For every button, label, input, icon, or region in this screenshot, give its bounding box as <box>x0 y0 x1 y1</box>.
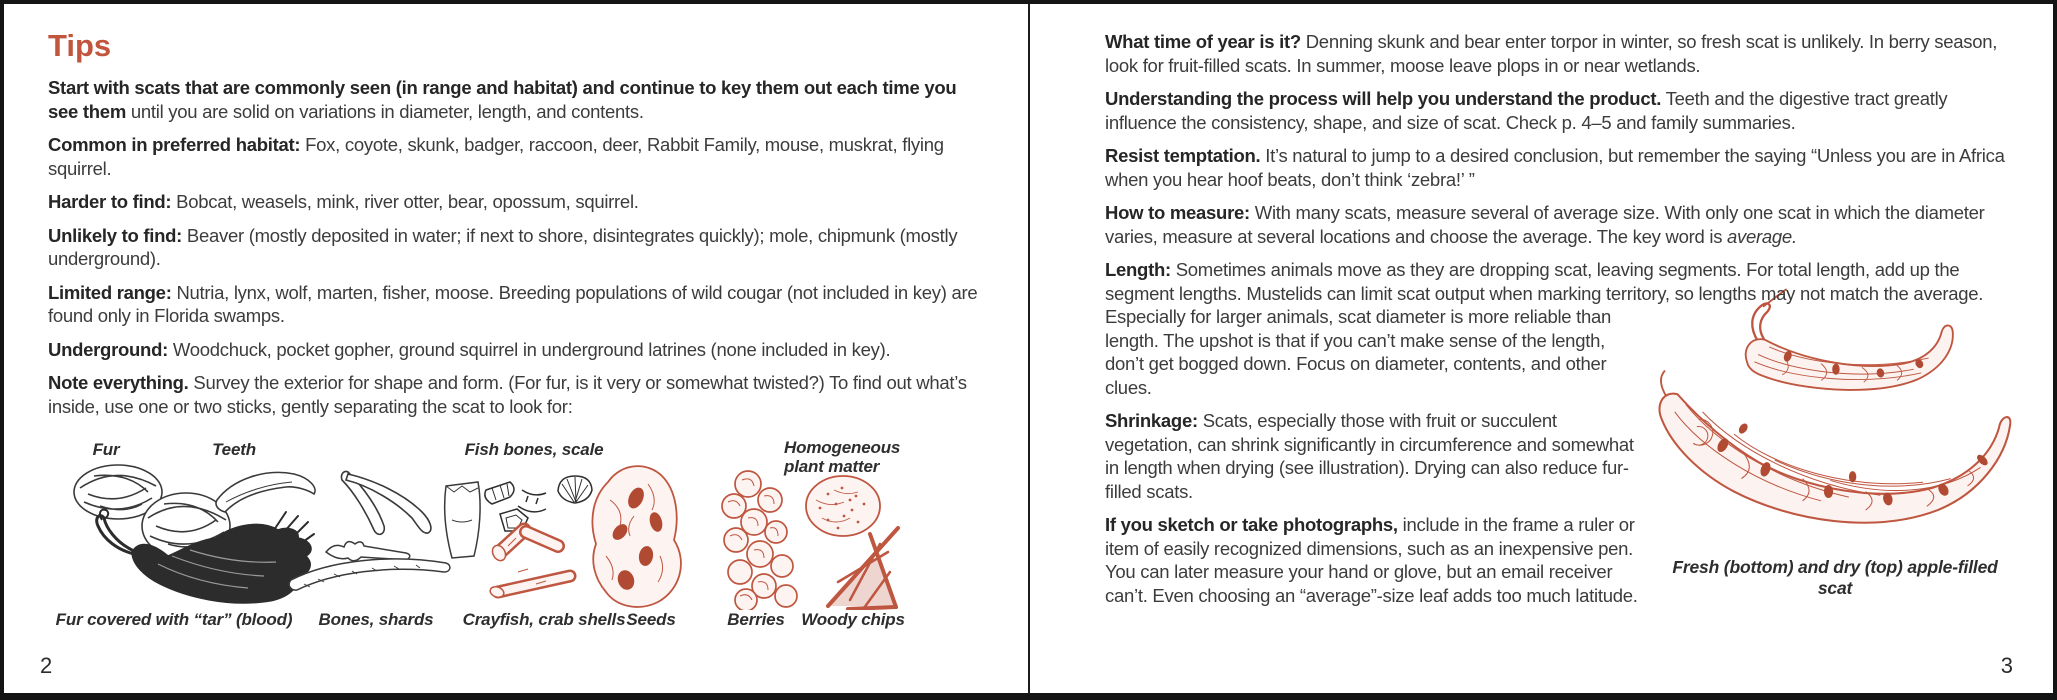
scat-contents-sketches <box>48 460 994 610</box>
label-fur: Fur <box>92 440 120 459</box>
paragraph-text: Beaver (mostly deposited in water; if next to shore, disintegrates quickly); mole, chipmunk (mostly underground). <box>48 224 958 269</box>
label-woody-chips: Woody chips <box>801 610 905 629</box>
paragraph-lead: How to measure: <box>1105 202 1250 223</box>
paragraph-text: Teeth and the digestive tract greatly influence the consistency, shape, and size of scat. Check p. 4–5 and family summaries. <box>1105 88 1948 133</box>
page-title: Tips <box>48 28 112 63</box>
paragraph-limited-range <box>48 281 986 328</box>
paragraph-text: Bobcat, weasels, mink, river otter, bear, opossum, squirrel. <box>171 191 639 212</box>
paragraph-lead: Resist temptation. <box>1105 145 1261 166</box>
fresh-scat-sketch <box>1659 371 2010 523</box>
paragraph-text: Denning skunk and bear enter torpor in winter, so fresh scat is unlikely. In berry season, look for fruit-filled scats. In summer, moose leave plops in or near wetlands. <box>1105 31 1998 76</box>
plant-matter-sketch <box>806 476 880 536</box>
paragraph-text: Survey the exterior for shape and form. (For fur, is it very or somewhat twisted?) To find out what’s inside, use one or two sticks, gently separating the scat to look for: <box>48 372 967 417</box>
paragraph-unlikely-to-find <box>48 224 986 271</box>
paragraph-lead: Note everything. <box>48 372 189 393</box>
paragraph-common-habitat <box>48 133 986 180</box>
paragraph-lead: Harder to find: <box>48 191 172 212</box>
paragraph-start-with-scats <box>48 76 986 123</box>
paragraph-text: the average. Especially for larger animals, scat diameter is more reliable than length. The upshot is that if you can’t make sense of the length, don’t get bogged down. Focus on diameter, contents, and other clues. <box>1105 282 1984 398</box>
paragraph-text: Scats, especially those with fruit or succulent vegetation, can shrink significantly in circumference and somewhat in length when drying (see illustration). Drying can also reduce fur-filled scats. <box>1105 410 1634 502</box>
paragraph-harder-to-find <box>48 190 986 214</box>
label-teeth: Teeth <box>212 440 256 459</box>
paragraph-text: With many scats, measure several of average size. With only one scat in which the diameter varies, measure at several locations and choose the average. The key word is <box>1105 202 1985 247</box>
label-crayfish-crab: Crayfish, crab shells <box>462 610 626 629</box>
crayfish-crab-shells-sketch <box>489 530 570 599</box>
page-left <box>4 4 1030 693</box>
label-seeds: Seeds <box>626 610 676 629</box>
paragraph-text: Sometimes animals move as they are dropping scat, leaving segments. For total length, add up the segment lengths. Mustelids can limit scat output when marking territory, so lengths may not match <box>1105 259 1960 304</box>
paragraph-resist-temptation <box>1105 144 2016 191</box>
paragraph-text: until you are solid on variations in diameter, length, and contents. <box>126 100 644 122</box>
paragraph-lead: Limited range: <box>48 281 172 303</box>
label-berries: Berries <box>727 610 785 629</box>
paragraph-text: include in the frame a ruler or item of easily recognized dimensions, such as an inexpensive pen. You can later measure your hand or glove, but an email receiver can’t. Even choosing an “average”-size leaf adds too much latitude. <box>1105 514 1638 606</box>
paragraph-text: Fox, coyote, skunk, badger, raccoon, deer, Rabbit Family, mouse, muskrat, flying squirrel. <box>48 134 944 179</box>
page-number-right: 3 <box>2000 653 2013 678</box>
paragraph-underground <box>48 338 986 362</box>
apple-scat-illustration <box>1654 271 2016 599</box>
paragraph-note-everything <box>48 371 986 418</box>
paragraph-understanding-process <box>1105 87 2016 134</box>
paragraph-text: Woodchuck, pocket gopher, ground squirrel in underground latrines (none included in key). <box>167 338 891 360</box>
fish-bones-scale-sketch <box>485 476 592 531</box>
paragraph-lead: If you sketch or take photographs, <box>1105 514 1398 535</box>
berries-sketch <box>722 471 797 610</box>
page-number-left: 2 <box>40 653 53 678</box>
paragraph-lead: Shrinkage: <box>1105 410 1198 431</box>
dry-scat-sketch <box>1746 290 1953 390</box>
bones-shards-sketch <box>289 482 480 590</box>
paragraph-lead: Start with scats that are commonly seen (in range and habitat) and continue to key them out each time you see them <box>48 77 957 122</box>
paragraph-how-to-measure <box>1105 201 2016 248</box>
label-fish-bones-scale: Fish bones, scale <box>464 440 604 459</box>
paragraph-lead: Unlikely to find: <box>48 224 183 246</box>
apple-scat-sketch <box>1654 271 2016 549</box>
label-homogeneous-plant-matter: Homogeneous plant matter <box>784 438 901 476</box>
paragraph-lead: Common in preferred habitat: <box>48 134 301 155</box>
paragraph-lead: What time of year is it? <box>1105 31 1301 52</box>
label-bones-shards: Bones, shards <box>318 610 434 629</box>
paragraph-lead: Underground: <box>48 338 168 360</box>
paragraph-lead: Length: <box>1105 259 1171 280</box>
page-right <box>1030 4 2057 693</box>
paragraph-lead: Understanding the process will help you understand the product. <box>1105 88 1662 109</box>
scat-contents-illustration <box>4 434 1030 659</box>
seeds-sketch <box>592 466 681 607</box>
label-fur-tar-blood: Fur covered with “tar” (blood) <box>55 610 293 629</box>
illustration-caption: Fresh (bottom) and dry (top) apple-filled scat <box>1672 556 1998 598</box>
paragraph-text: It’s natural to jump to a desired conclusion, but remember the saying “Unless you are in Africa when you hear hoof beats, don’t think ‘zebra!’ ” <box>1105 145 2005 190</box>
paragraph-text: Nutria, lynx, wolf, marten, fisher, moose. Breeding populations of wild cougar (not included in key) are found only in Florida swamps. <box>48 281 978 326</box>
paragraph-time-of-year <box>1105 30 2016 77</box>
woody-chips-sketch <box>828 528 898 609</box>
italic-average: average. <box>1727 225 1797 247</box>
